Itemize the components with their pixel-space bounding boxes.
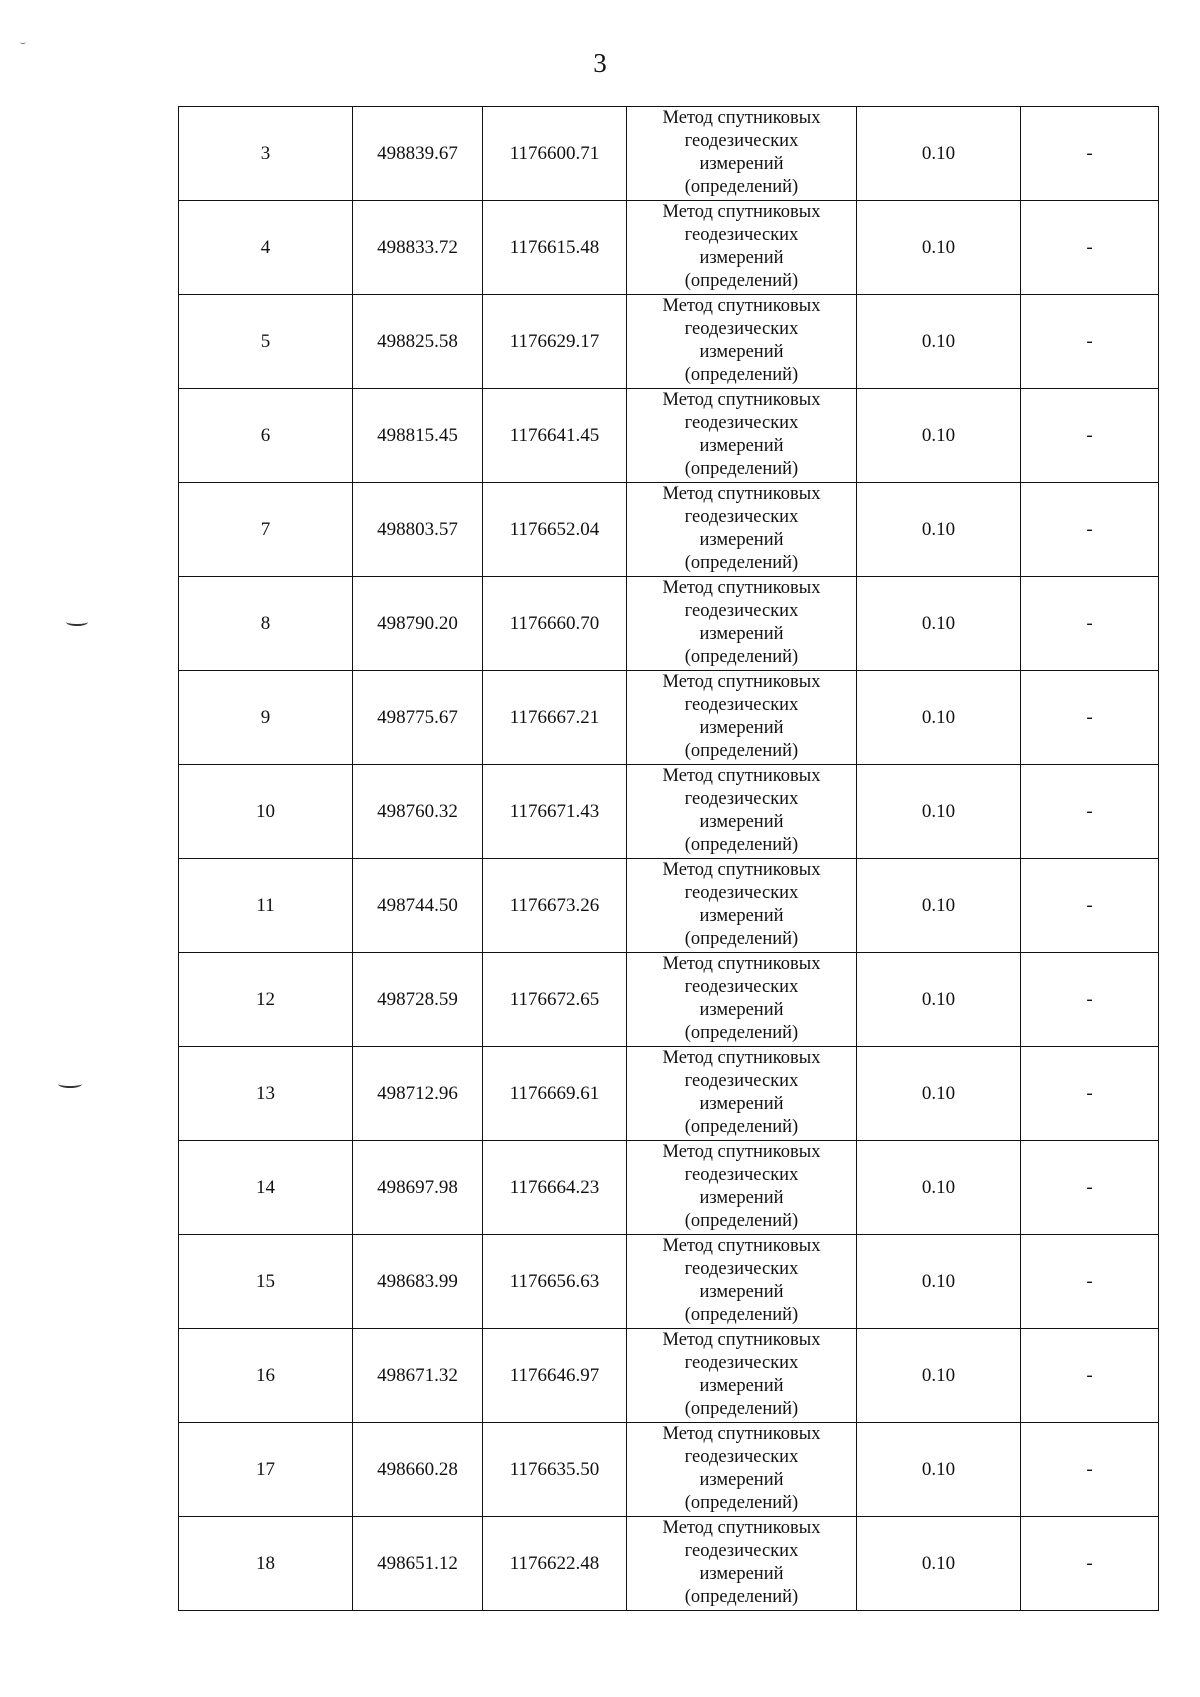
y-coordinate-cell: 1176673.26: [483, 859, 627, 953]
point-number-cell: 4: [179, 201, 353, 295]
x-coordinate-cell: 498775.67: [353, 671, 483, 765]
method-cell: [627, 765, 857, 859]
method-line: Метод спутниковых: [662, 202, 821, 222]
note-cell: -: [1021, 577, 1159, 671]
method-line: (определений): [684, 1305, 799, 1325]
note-cell: -: [1021, 1423, 1159, 1517]
method-cell: [627, 295, 857, 389]
accuracy-cell: 0.10: [857, 1423, 1021, 1517]
method-line: (определений): [684, 365, 799, 385]
method-line: (определений): [684, 271, 799, 291]
page-number: 3: [593, 48, 607, 78]
method-line: геодезических: [684, 413, 799, 433]
note-cell: -: [1021, 1141, 1159, 1235]
accuracy-cell: 0.10: [857, 1329, 1021, 1423]
x-coordinate-cell: 498790.20: [353, 577, 483, 671]
y-coordinate-cell: 1176667.21: [483, 671, 627, 765]
method-line: (определений): [684, 741, 799, 761]
table-row: [179, 859, 1159, 953]
method-line: (определений): [684, 1399, 799, 1419]
table-row: [179, 671, 1159, 765]
method-cell: [627, 953, 857, 1047]
method-line: измерений: [699, 436, 784, 456]
table-row: [179, 577, 1159, 671]
accuracy-cell: 0.10: [857, 671, 1021, 765]
method-line: (определений): [684, 1117, 799, 1137]
table-row: [179, 201, 1159, 295]
note-cell: -: [1021, 953, 1159, 1047]
scan-artifact: [20, 40, 26, 44]
point-number-cell: 7: [179, 483, 353, 577]
y-coordinate-cell: 1176641.45: [483, 389, 627, 483]
y-coordinate-cell: 1176669.61: [483, 1047, 627, 1141]
table-row: [179, 1141, 1159, 1235]
method-line: геодезических: [684, 131, 799, 151]
note-cell: -: [1021, 483, 1159, 577]
point-number-cell: 16: [179, 1329, 353, 1423]
y-coordinate-cell: 1176656.63: [483, 1235, 627, 1329]
y-coordinate-cell: 1176671.43: [483, 765, 627, 859]
point-number-cell: 18: [179, 1517, 353, 1611]
accuracy-cell: 0.10: [857, 953, 1021, 1047]
method-line: Метод спутниковых: [662, 484, 821, 504]
method-line: измерений: [699, 1282, 784, 1302]
note-cell: -: [1021, 671, 1159, 765]
y-coordinate-cell: 1176664.23: [483, 1141, 627, 1235]
method-line: Метод спутниковых: [662, 1518, 821, 1538]
method-line: Метод спутниковых: [662, 1048, 821, 1068]
x-coordinate-cell: 498671.32: [353, 1329, 483, 1423]
y-coordinate-cell: 1176622.48: [483, 1517, 627, 1611]
method-line: измерений: [699, 1094, 784, 1114]
table-row: [179, 483, 1159, 577]
table-row: [179, 765, 1159, 859]
note-cell: -: [1021, 1235, 1159, 1329]
method-line: геодезических: [684, 1541, 799, 1561]
method-line: (определений): [684, 929, 799, 949]
method-cell: [627, 107, 857, 201]
method-cell: [627, 859, 857, 953]
accuracy-cell: 0.10: [857, 1517, 1021, 1611]
x-coordinate-cell: 498697.98: [353, 1141, 483, 1235]
method-line: геодезических: [684, 977, 799, 997]
method-line: (определений): [684, 1023, 799, 1043]
point-number-cell: 13: [179, 1047, 353, 1141]
table-row: [179, 107, 1159, 201]
note-cell: -: [1021, 1047, 1159, 1141]
method-line: (определений): [684, 553, 799, 573]
point-number-cell: 5: [179, 295, 353, 389]
method-line: измерений: [699, 1564, 784, 1584]
note-cell: -: [1021, 859, 1159, 953]
method-line: геодезических: [684, 1259, 799, 1279]
accuracy-cell: 0.10: [857, 295, 1021, 389]
method-line: геодезических: [684, 695, 799, 715]
method-line: измерений: [699, 154, 784, 174]
accuracy-cell: 0.10: [857, 107, 1021, 201]
y-coordinate-cell: 1176660.70: [483, 577, 627, 671]
method-line: геодезических: [684, 1071, 799, 1091]
y-coordinate-cell: 1176629.17: [483, 295, 627, 389]
note-cell: -: [1021, 107, 1159, 201]
scan-artifact: [66, 618, 88, 626]
method-line: измерений: [699, 1000, 784, 1020]
point-number-cell: 10: [179, 765, 353, 859]
table-row: [179, 295, 1159, 389]
coordinates-table: [178, 106, 1159, 1611]
note-cell: -: [1021, 1329, 1159, 1423]
method-line: (определений): [684, 1211, 799, 1231]
x-coordinate-cell: 498660.28: [353, 1423, 483, 1517]
coordinates-table-body: [179, 107, 1159, 1611]
note-cell: -: [1021, 389, 1159, 483]
method-line: измерений: [699, 1470, 784, 1490]
method-cell: [627, 389, 857, 483]
x-coordinate-cell: 498833.72: [353, 201, 483, 295]
method-cell: [627, 1047, 857, 1141]
method-line: (определений): [684, 459, 799, 479]
accuracy-cell: 0.10: [857, 859, 1021, 953]
method-cell: [627, 1517, 857, 1611]
method-line: Метод спутниковых: [662, 766, 821, 786]
method-line: геодезических: [684, 1353, 799, 1373]
method-line: измерений: [699, 1376, 784, 1396]
table-row: [179, 1329, 1159, 1423]
point-number-cell: 8: [179, 577, 353, 671]
x-coordinate-cell: 498825.58: [353, 295, 483, 389]
table-row: [179, 1047, 1159, 1141]
accuracy-cell: 0.10: [857, 389, 1021, 483]
x-coordinate-cell: 498683.99: [353, 1235, 483, 1329]
table-row: [179, 1235, 1159, 1329]
point-number-cell: 9: [179, 671, 353, 765]
accuracy-cell: 0.10: [857, 1047, 1021, 1141]
method-line: Метод спутниковых: [662, 860, 821, 880]
y-coordinate-cell: 1176600.71: [483, 107, 627, 201]
method-line: Метод спутниковых: [662, 1142, 821, 1162]
accuracy-cell: 0.10: [857, 577, 1021, 671]
method-line: Метод спутниковых: [662, 672, 821, 692]
table-row: [179, 1517, 1159, 1611]
accuracy-cell: 0.10: [857, 1235, 1021, 1329]
x-coordinate-cell: 498803.57: [353, 483, 483, 577]
method-line: Метод спутниковых: [662, 390, 821, 410]
method-cell: [627, 483, 857, 577]
y-coordinate-cell: 1176646.97: [483, 1329, 627, 1423]
table-row: [179, 953, 1159, 1047]
method-cell: [627, 1235, 857, 1329]
x-coordinate-cell: 498728.59: [353, 953, 483, 1047]
method-line: Метод спутниковых: [662, 1330, 821, 1350]
point-number-cell: 12: [179, 953, 353, 1047]
method-cell: [627, 201, 857, 295]
method-line: измерений: [699, 342, 784, 362]
point-number-cell: 17: [179, 1423, 353, 1517]
method-line: (определений): [684, 647, 799, 667]
point-number-cell: 3: [179, 107, 353, 201]
point-number-cell: 6: [179, 389, 353, 483]
method-line: (определений): [684, 177, 799, 197]
accuracy-cell: 0.10: [857, 201, 1021, 295]
accuracy-cell: 0.10: [857, 483, 1021, 577]
note-cell: -: [1021, 201, 1159, 295]
method-line: (определений): [684, 1587, 799, 1607]
method-line: измерений: [699, 624, 784, 644]
method-cell: [627, 1329, 857, 1423]
x-coordinate-cell: 498744.50: [353, 859, 483, 953]
note-cell: -: [1021, 765, 1159, 859]
note-cell: -: [1021, 1517, 1159, 1611]
point-number-cell: 15: [179, 1235, 353, 1329]
y-coordinate-cell: 1176652.04: [483, 483, 627, 577]
method-line: измерений: [699, 718, 784, 738]
scan-artifact: [58, 1080, 82, 1088]
method-line: (определений): [684, 1493, 799, 1513]
x-coordinate-cell: 498651.12: [353, 1517, 483, 1611]
method-cell: [627, 1423, 857, 1517]
table-row: [179, 389, 1159, 483]
method-line: геодезических: [684, 507, 799, 527]
method-line: измерений: [699, 530, 784, 550]
method-cell: [627, 577, 857, 671]
y-coordinate-cell: 1176615.48: [483, 201, 627, 295]
note-cell: -: [1021, 295, 1159, 389]
method-line: Метод спутниковых: [662, 954, 821, 974]
accuracy-cell: 0.10: [857, 1141, 1021, 1235]
accuracy-cell: 0.10: [857, 765, 1021, 859]
method-line: геодезических: [684, 883, 799, 903]
method-cell: [627, 671, 857, 765]
y-coordinate-cell: 1176672.65: [483, 953, 627, 1047]
x-coordinate-cell: 498760.32: [353, 765, 483, 859]
method-line: геодезических: [684, 1165, 799, 1185]
method-line: геодезических: [684, 225, 799, 245]
method-line: измерений: [699, 812, 784, 832]
table-row: [179, 1423, 1159, 1517]
point-number-cell: 11: [179, 859, 353, 953]
x-coordinate-cell: 498815.45: [353, 389, 483, 483]
method-line: (определений): [684, 835, 799, 855]
method-line: измерений: [699, 1188, 784, 1208]
method-line: Метод спутниковых: [662, 1424, 821, 1444]
method-line: Метод спутниковых: [662, 1236, 821, 1256]
method-line: измерений: [699, 248, 784, 268]
method-line: геодезических: [684, 601, 799, 621]
method-cell: [627, 1141, 857, 1235]
method-line: геодезических: [684, 789, 799, 809]
method-line: Метод спутниковых: [662, 108, 821, 128]
method-line: измерений: [699, 906, 784, 926]
x-coordinate-cell: 498712.96: [353, 1047, 483, 1141]
y-coordinate-cell: 1176635.50: [483, 1423, 627, 1517]
method-line: Метод спутниковых: [662, 296, 821, 316]
method-line: геодезических: [684, 1447, 799, 1467]
x-coordinate-cell: 498839.67: [353, 107, 483, 201]
point-number-cell: 14: [179, 1141, 353, 1235]
method-line: Метод спутниковых: [662, 578, 821, 598]
method-line: геодезических: [684, 319, 799, 339]
